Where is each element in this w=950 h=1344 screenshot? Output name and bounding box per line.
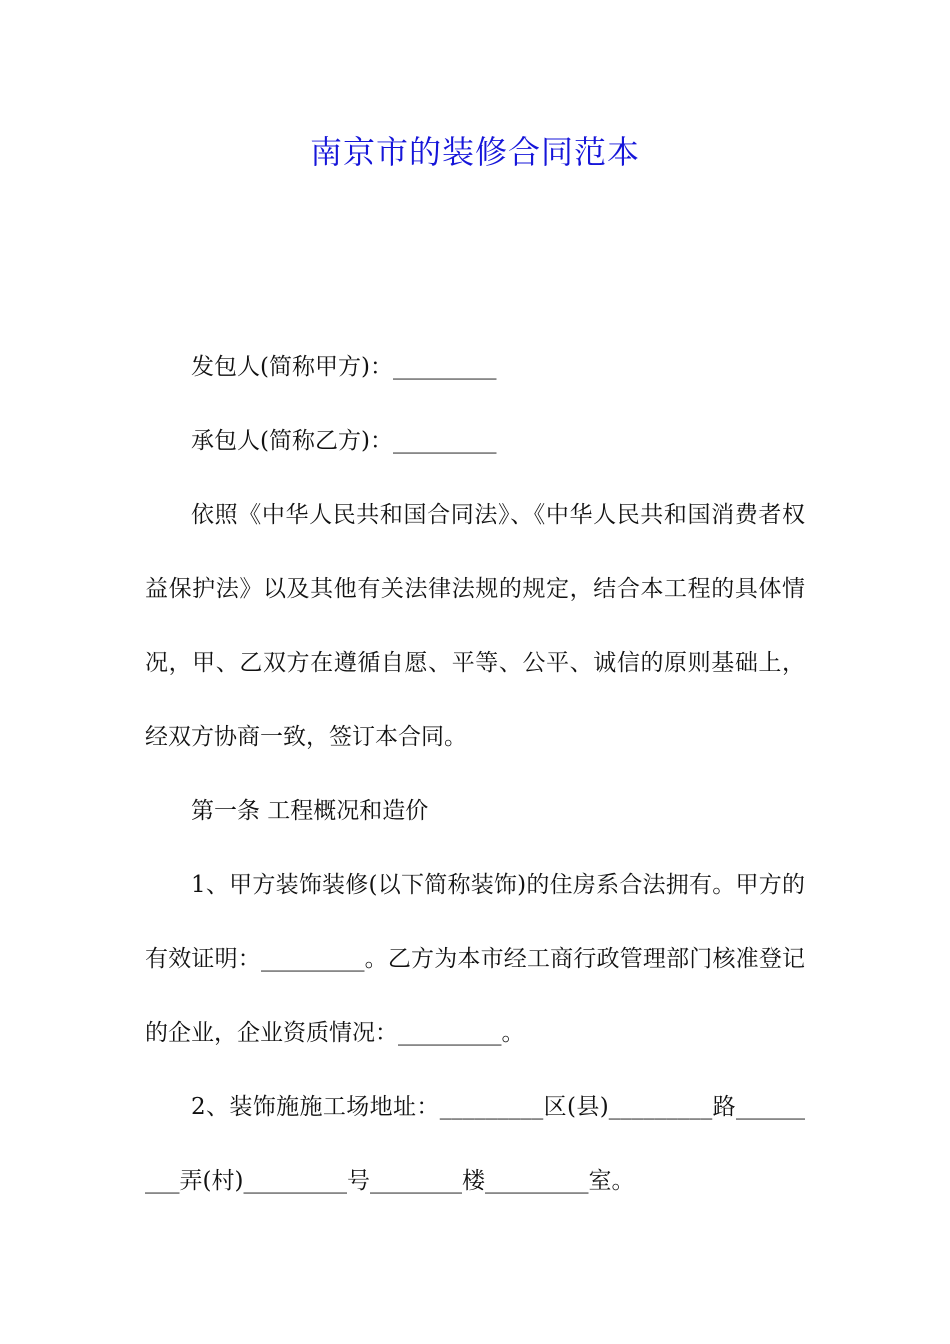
preamble-paragraph: 依照《中华人民共和国合同法》、《中华人民共和国消费者权益保护法》以及其他有关法律法规的规定，结合本工程的具体情况，甲、乙双方在遵循自愿、平等、公平、诚信的原则基础上，经双方协商一致，签订本合同。	[145, 502, 805, 750]
document-title: 南京市的装修合同范本	[309, 133, 640, 171]
article-heading: 第一条 工程概况和造价	[191, 798, 429, 824]
document-body	[145, 330, 805, 1218]
clause-2-paragraph: 2、装饰施施工场地址：_________区(县)_________路_________弄(村)_________号________楼_________室。	[145, 1094, 805, 1194]
clause-1-paragraph: 1、甲方装饰装修(以下简称装饰)的住房系合法拥有。甲方的有效证明：_________。乙方为本市经工商行政管理部门核准登记的企业，企业资质情况：_________。	[145, 872, 805, 1046]
party-b-line: 承包人(简称乙方)：_________	[191, 428, 497, 454]
party-a-line: 发包人(简称甲方)：_________	[191, 354, 497, 380]
